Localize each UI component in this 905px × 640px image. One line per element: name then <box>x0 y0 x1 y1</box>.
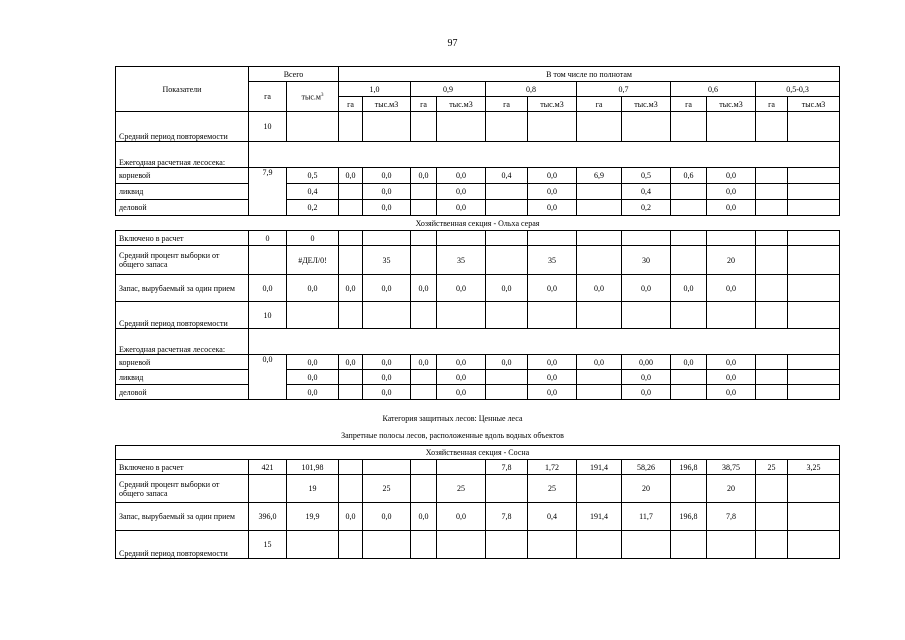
row-label-root: корневой <box>116 355 249 370</box>
cell: 101,98 <box>287 460 339 475</box>
cell: 0,0 <box>437 503 486 531</box>
sub-ha: га <box>671 97 707 112</box>
cell: 0,0 <box>671 275 707 302</box>
cell: 0,4 <box>528 503 577 531</box>
cell: 0,0 <box>437 355 486 370</box>
density-2: 0,9 <box>411 82 486 97</box>
cell: 35 <box>528 246 577 275</box>
cell: #ДЕЛ/0! <box>287 246 339 275</box>
cell: 0,0 <box>363 370 411 385</box>
cell: 0,0 <box>528 385 577 400</box>
density-5: 0,6 <box>671 82 756 97</box>
cell: 35 <box>363 246 411 275</box>
cell: 0,2 <box>287 200 339 216</box>
cell: 0,0 <box>528 200 577 216</box>
sub-m3: тыс.м3 <box>437 97 486 112</box>
cell: 0,0 <box>528 184 577 200</box>
cell: 0,0 <box>707 200 756 216</box>
cell: 0,0 <box>249 355 287 400</box>
cell: 0,0 <box>622 370 671 385</box>
cell: 0,0 <box>707 275 756 302</box>
cell: 0,0 <box>486 275 528 302</box>
sub-ha: га <box>411 97 437 112</box>
section-title-alder: Хозяйственная секция - Ольха серая <box>415 218 540 228</box>
cell: 15 <box>249 531 287 559</box>
cell: 0,0 <box>249 275 287 302</box>
cell: 0,0 <box>528 275 577 302</box>
cell: 0,0 <box>707 168 756 184</box>
cell: 35 <box>437 246 486 275</box>
cell: 19 <box>287 475 339 503</box>
row-label-liquid: ликвид <box>116 370 249 385</box>
header-incl: В том числе по полнотам <box>339 67 840 82</box>
cell: 0 <box>249 231 287 246</box>
cell: 25 <box>363 475 411 503</box>
cell: 6,9 <box>577 168 622 184</box>
cell: 0,0 <box>363 168 411 184</box>
cell: 1,72 <box>528 460 577 475</box>
cell: 396,0 <box>249 503 287 531</box>
cell: 0,2 <box>622 200 671 216</box>
section-title-pine: Хозяйственная секция - Сосна <box>116 446 840 460</box>
sub-m3: тыс.м3 <box>622 97 671 112</box>
cell: 7,8 <box>707 503 756 531</box>
cell: 0,0 <box>707 385 756 400</box>
cell: 0,0 <box>287 385 339 400</box>
row-label-annual-cut: Ежегодная расчетная лесосека: <box>116 329 249 355</box>
cell: 25 <box>437 475 486 503</box>
cell: 25 <box>756 460 788 475</box>
cell: 20 <box>707 246 756 275</box>
cell: 421 <box>249 460 287 475</box>
header-total-m3-text: тыс.м <box>301 92 321 102</box>
cell: 20 <box>707 475 756 503</box>
cell: 0,0 <box>339 355 363 370</box>
cell: 196,8 <box>671 503 707 531</box>
sub-m3: тыс.м3 <box>363 97 411 112</box>
cell: 0,0 <box>363 184 411 200</box>
sub-m3: тыс.м3 <box>528 97 577 112</box>
cell: 0,0 <box>577 355 622 370</box>
row-label-avg-period: Средний период повторяемости <box>116 112 249 142</box>
cell: 0,4 <box>622 184 671 200</box>
cell: 0,0 <box>707 370 756 385</box>
cell: 0,0 <box>363 275 411 302</box>
cell: 11,7 <box>622 503 671 531</box>
row-label-stock: Запас, вырубаемый за один прием <box>116 275 249 302</box>
row-label-avg-pct: Средний процент выборки от общего запаса <box>116 246 249 275</box>
category-title: Категория защитных лесов: Ценные леса <box>382 414 523 423</box>
cell: 0,0 <box>411 503 437 531</box>
cell: 0,0 <box>363 385 411 400</box>
row-label-business: деловой <box>116 385 249 400</box>
cell: 7,8 <box>486 503 528 531</box>
sub-ha: га <box>756 97 788 112</box>
cell: 0,0 <box>528 355 577 370</box>
cell: 0,5 <box>287 168 339 184</box>
cell: 0,0 <box>437 370 486 385</box>
density-4: 0,7 <box>577 82 671 97</box>
cell: 0,0 <box>363 200 411 216</box>
cell: 0,0 <box>411 355 437 370</box>
cell: 0,0 <box>622 385 671 400</box>
cell: 3,25 <box>788 460 840 475</box>
cell: 0,0 <box>339 503 363 531</box>
cell: 25 <box>528 475 577 503</box>
cell: 0,00 <box>622 355 671 370</box>
cell: 0,0 <box>287 355 339 370</box>
header-total-m3-sup: 3 <box>320 93 324 99</box>
header-total-m3 <box>287 82 339 112</box>
cell: 196,8 <box>671 460 707 475</box>
cell: 19,9 <box>287 503 339 531</box>
header-indicators: Показатели <box>116 67 249 112</box>
cell: 0,0 <box>363 503 411 531</box>
cell: 0,4 <box>486 168 528 184</box>
sub-m3: тыс.м3 <box>788 97 840 112</box>
cell: 0,0 <box>707 184 756 200</box>
cell: 0,0 <box>339 168 363 184</box>
header-total: Всего <box>249 67 339 82</box>
sub-ha: га <box>486 97 528 112</box>
cell: 0,0 <box>486 355 528 370</box>
row-label-avg-pct: Средний процент выборки от общего запаса <box>116 475 249 503</box>
cell: 0,0 <box>287 370 339 385</box>
cell: 0,0 <box>437 275 486 302</box>
cell: 0,6 <box>671 168 707 184</box>
cell: 7,8 <box>486 460 528 475</box>
cell: 191,4 <box>577 503 622 531</box>
sub-ha: га <box>339 97 363 112</box>
density-3: 0,8 <box>486 82 577 97</box>
cell: 0,0 <box>707 355 756 370</box>
cell: 0,0 <box>437 200 486 216</box>
cell: 191,4 <box>577 460 622 475</box>
row-label-liquid: ликвид <box>116 184 249 200</box>
cell: 0,0 <box>528 168 577 184</box>
cell: 0,0 <box>411 168 437 184</box>
row-label-annual-cut: Ежегодная расчетная лесосека: <box>116 142 249 168</box>
sub-ha: га <box>577 97 622 112</box>
cell: 0,0 <box>528 370 577 385</box>
sub-m3: тыс.м3 <box>707 97 756 112</box>
cell: 0,4 <box>287 184 339 200</box>
cell: 20 <box>622 475 671 503</box>
row-label-stock: Запас, вырубаемый за один прием <box>116 503 249 531</box>
cell: 0,0 <box>437 385 486 400</box>
strips-title: Запретные полосы лесов, расположенные вдоль водных объектов <box>341 431 564 440</box>
page-number: 97 <box>447 38 458 49</box>
row-label-avg-period: Средний период повторяемости <box>116 302 249 329</box>
cell: 0,0 <box>363 355 411 370</box>
row-label-included: Включено в расчет <box>116 460 249 475</box>
row-label-avg-period: Средний период повторяемости <box>116 531 249 559</box>
forest-table-lower <box>115 445 840 559</box>
cell: 0,0 <box>437 184 486 200</box>
cell: 0,0 <box>671 355 707 370</box>
cell: 38,75 <box>707 460 756 475</box>
cell: 0,0 <box>622 275 671 302</box>
row-label-business: деловой <box>116 200 249 216</box>
cell: 30 <box>622 246 671 275</box>
cell: 0,0 <box>339 275 363 302</box>
cell: 10 <box>249 112 287 142</box>
cell: 7,9 <box>249 168 287 216</box>
cell: 0,5 <box>622 168 671 184</box>
cell: 0,0 <box>437 168 486 184</box>
density-1: 1,0 <box>339 82 411 97</box>
cell: 0,0 <box>411 275 437 302</box>
cell: 0 <box>287 231 339 246</box>
cell: 0,0 <box>287 275 339 302</box>
row-label-root: корневой <box>116 168 249 184</box>
forest-table-upper <box>115 66 840 400</box>
row-label-included: Включено в расчет <box>116 231 249 246</box>
density-6: 0,5-0,3 <box>756 82 840 97</box>
header-total-ha: га <box>249 82 287 112</box>
cell: 10 <box>249 302 287 329</box>
cell: 0,0 <box>577 275 622 302</box>
cell: 58,26 <box>622 460 671 475</box>
